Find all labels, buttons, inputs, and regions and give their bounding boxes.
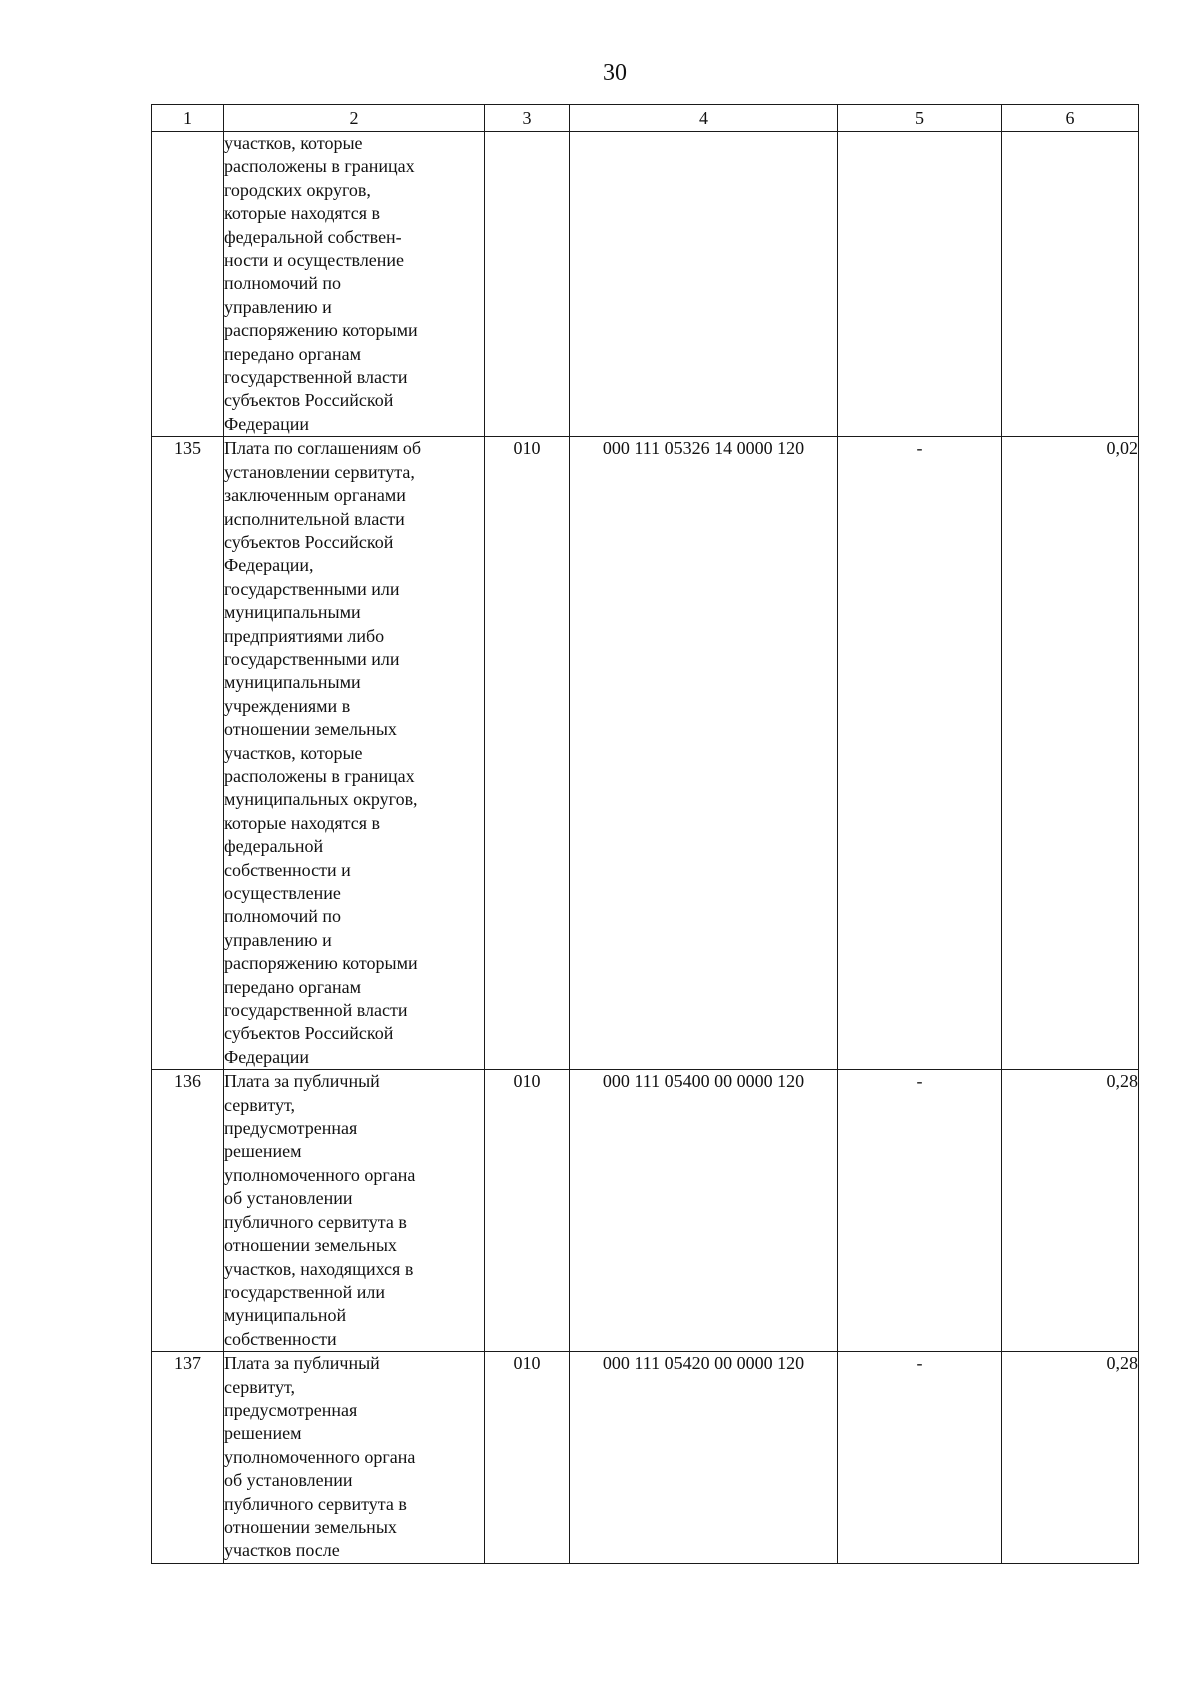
description-line: муниципальными <box>224 672 361 693</box>
header-cell: 4 <box>570 105 838 132</box>
description-line: уполномоченного органа <box>224 1446 416 1467</box>
description-line: отношении земельных <box>224 1235 397 1256</box>
table-row <box>152 132 1139 437</box>
description-line: распоряжению которыми <box>224 953 418 974</box>
description-line: полномочий по <box>224 273 342 294</box>
description-line: сервитут, <box>224 1376 295 1397</box>
description-line: передано органам <box>224 343 362 364</box>
code-cell: 010 <box>485 1352 570 1564</box>
description-line: государственными или <box>224 648 400 669</box>
description-line: государственной власти <box>224 367 408 388</box>
description-line: ности и осуществление <box>224 250 405 271</box>
page-number: 30 <box>603 60 627 86</box>
description-line: субъектов Российской <box>224 531 394 552</box>
description-line: собственности <box>224 1328 337 1349</box>
description-line: заключенным органами <box>224 485 406 506</box>
description-line: предприятиями либо <box>224 625 385 646</box>
row-number-cell <box>152 132 224 437</box>
description-line: городских округов, <box>224 179 371 200</box>
code-cell: 010 <box>485 437 570 1070</box>
description-line: решением <box>224 1141 302 1162</box>
value-cell-5 <box>838 132 1002 437</box>
header-cell: 2 <box>224 105 485 132</box>
description-cell <box>224 1352 485 1564</box>
description-line: участков после <box>224 1540 340 1561</box>
value-cell-6: 0,02 <box>1002 437 1139 1070</box>
header-cell: 3 <box>485 105 570 132</box>
description-line: расположены в границах <box>224 156 415 177</box>
header-cell: 1 <box>152 105 224 132</box>
description-line: субъектов Российской <box>224 390 394 411</box>
description-line: исполнительной власти <box>224 508 405 529</box>
description-line: публичного сервитута в <box>224 1493 407 1514</box>
description-line: управлению и <box>224 296 332 317</box>
budget-classification-code-cell: 000 111 05326 14 0000 120 <box>570 437 838 1070</box>
value-cell-5: - <box>838 437 1002 1070</box>
revenue-table <box>151 104 1139 1564</box>
description-line: государственной власти <box>224 1000 408 1021</box>
description-line: сервитут, <box>224 1094 295 1115</box>
description-line: собственности и <box>224 859 351 880</box>
description-line: учреждениями в <box>224 695 351 716</box>
description-line: федеральной собствен- <box>224 226 402 247</box>
description-line: государственной или <box>224 1281 386 1302</box>
description-line: полномочий по <box>224 906 342 927</box>
table-row <box>152 1070 1139 1352</box>
description-line: государственными или <box>224 578 400 599</box>
budget-classification-code-cell <box>570 132 838 437</box>
description-line: управлению и <box>224 929 332 950</box>
value-cell-6 <box>1002 132 1139 437</box>
budget-classification-code-cell: 000 111 05400 00 0000 120 <box>570 1070 838 1352</box>
description-line: муниципальных округов, <box>224 789 418 810</box>
value-cell-6: 0,28 <box>1002 1070 1139 1352</box>
description-line: которые находятся в <box>224 812 381 833</box>
description-line: Федерации <box>224 1046 310 1067</box>
header-cell: 5 <box>838 105 1002 132</box>
code-cell <box>485 132 570 437</box>
description-line: участков, которые <box>224 133 363 153</box>
description-line: предусмотренная <box>224 1399 358 1420</box>
table-row <box>152 437 1139 1070</box>
description-line: Федерации <box>224 413 310 434</box>
description-line: участков, находящихся в <box>224 1258 414 1279</box>
description-line: передано органам <box>224 976 362 997</box>
description-line: об установлении <box>224 1470 353 1491</box>
description-line: расположены в границах <box>224 765 415 786</box>
description-line: осуществление <box>224 883 341 903</box>
description-line: субъектов Российской <box>224 1023 394 1044</box>
row-number-cell: 137 <box>152 1352 224 1564</box>
description-line: об установлении <box>224 1188 353 1209</box>
description-line: установлении сервитута, <box>224 461 415 482</box>
table-row <box>152 1352 1139 1564</box>
value-cell-5: - <box>838 1352 1002 1564</box>
description-line: отношении земельных <box>224 1516 397 1537</box>
description-line: отношении земельных <box>224 719 397 740</box>
value-cell-5: - <box>838 1070 1002 1352</box>
description-line: Плата по соглашениям об <box>224 438 422 459</box>
description-line: Федерации, <box>224 555 314 576</box>
code-cell: 010 <box>485 1070 570 1352</box>
description-cell <box>224 437 485 1070</box>
description-cell <box>224 132 485 437</box>
row-number-cell: 136 <box>152 1070 224 1352</box>
value-cell-6: 0,28 <box>1002 1352 1139 1564</box>
description-line: участков, которые <box>224 742 363 763</box>
row-number-cell: 135 <box>152 437 224 1070</box>
description-line: муниципальными <box>224 602 361 623</box>
description-line: решением <box>224 1423 302 1444</box>
description-line: Плата за публичный <box>224 1353 380 1374</box>
description-line: публичного сервитута в <box>224 1211 407 1232</box>
description-line: Плата за публичный <box>224 1071 380 1092</box>
description-line: муниципальной <box>224 1305 347 1326</box>
description-line: уполномоченного органа <box>224 1164 416 1185</box>
description-line: которые находятся в <box>224 203 381 224</box>
budget-classification-code-cell: 000 111 05420 00 0000 120 <box>570 1352 838 1564</box>
header-cell: 6 <box>1002 105 1139 132</box>
description-cell <box>224 1070 485 1352</box>
description-line: распоряжению которыми <box>224 320 418 341</box>
description-line: предусмотренная <box>224 1118 358 1139</box>
description-line: федеральной <box>224 836 324 857</box>
table-header-row <box>152 105 1139 132</box>
